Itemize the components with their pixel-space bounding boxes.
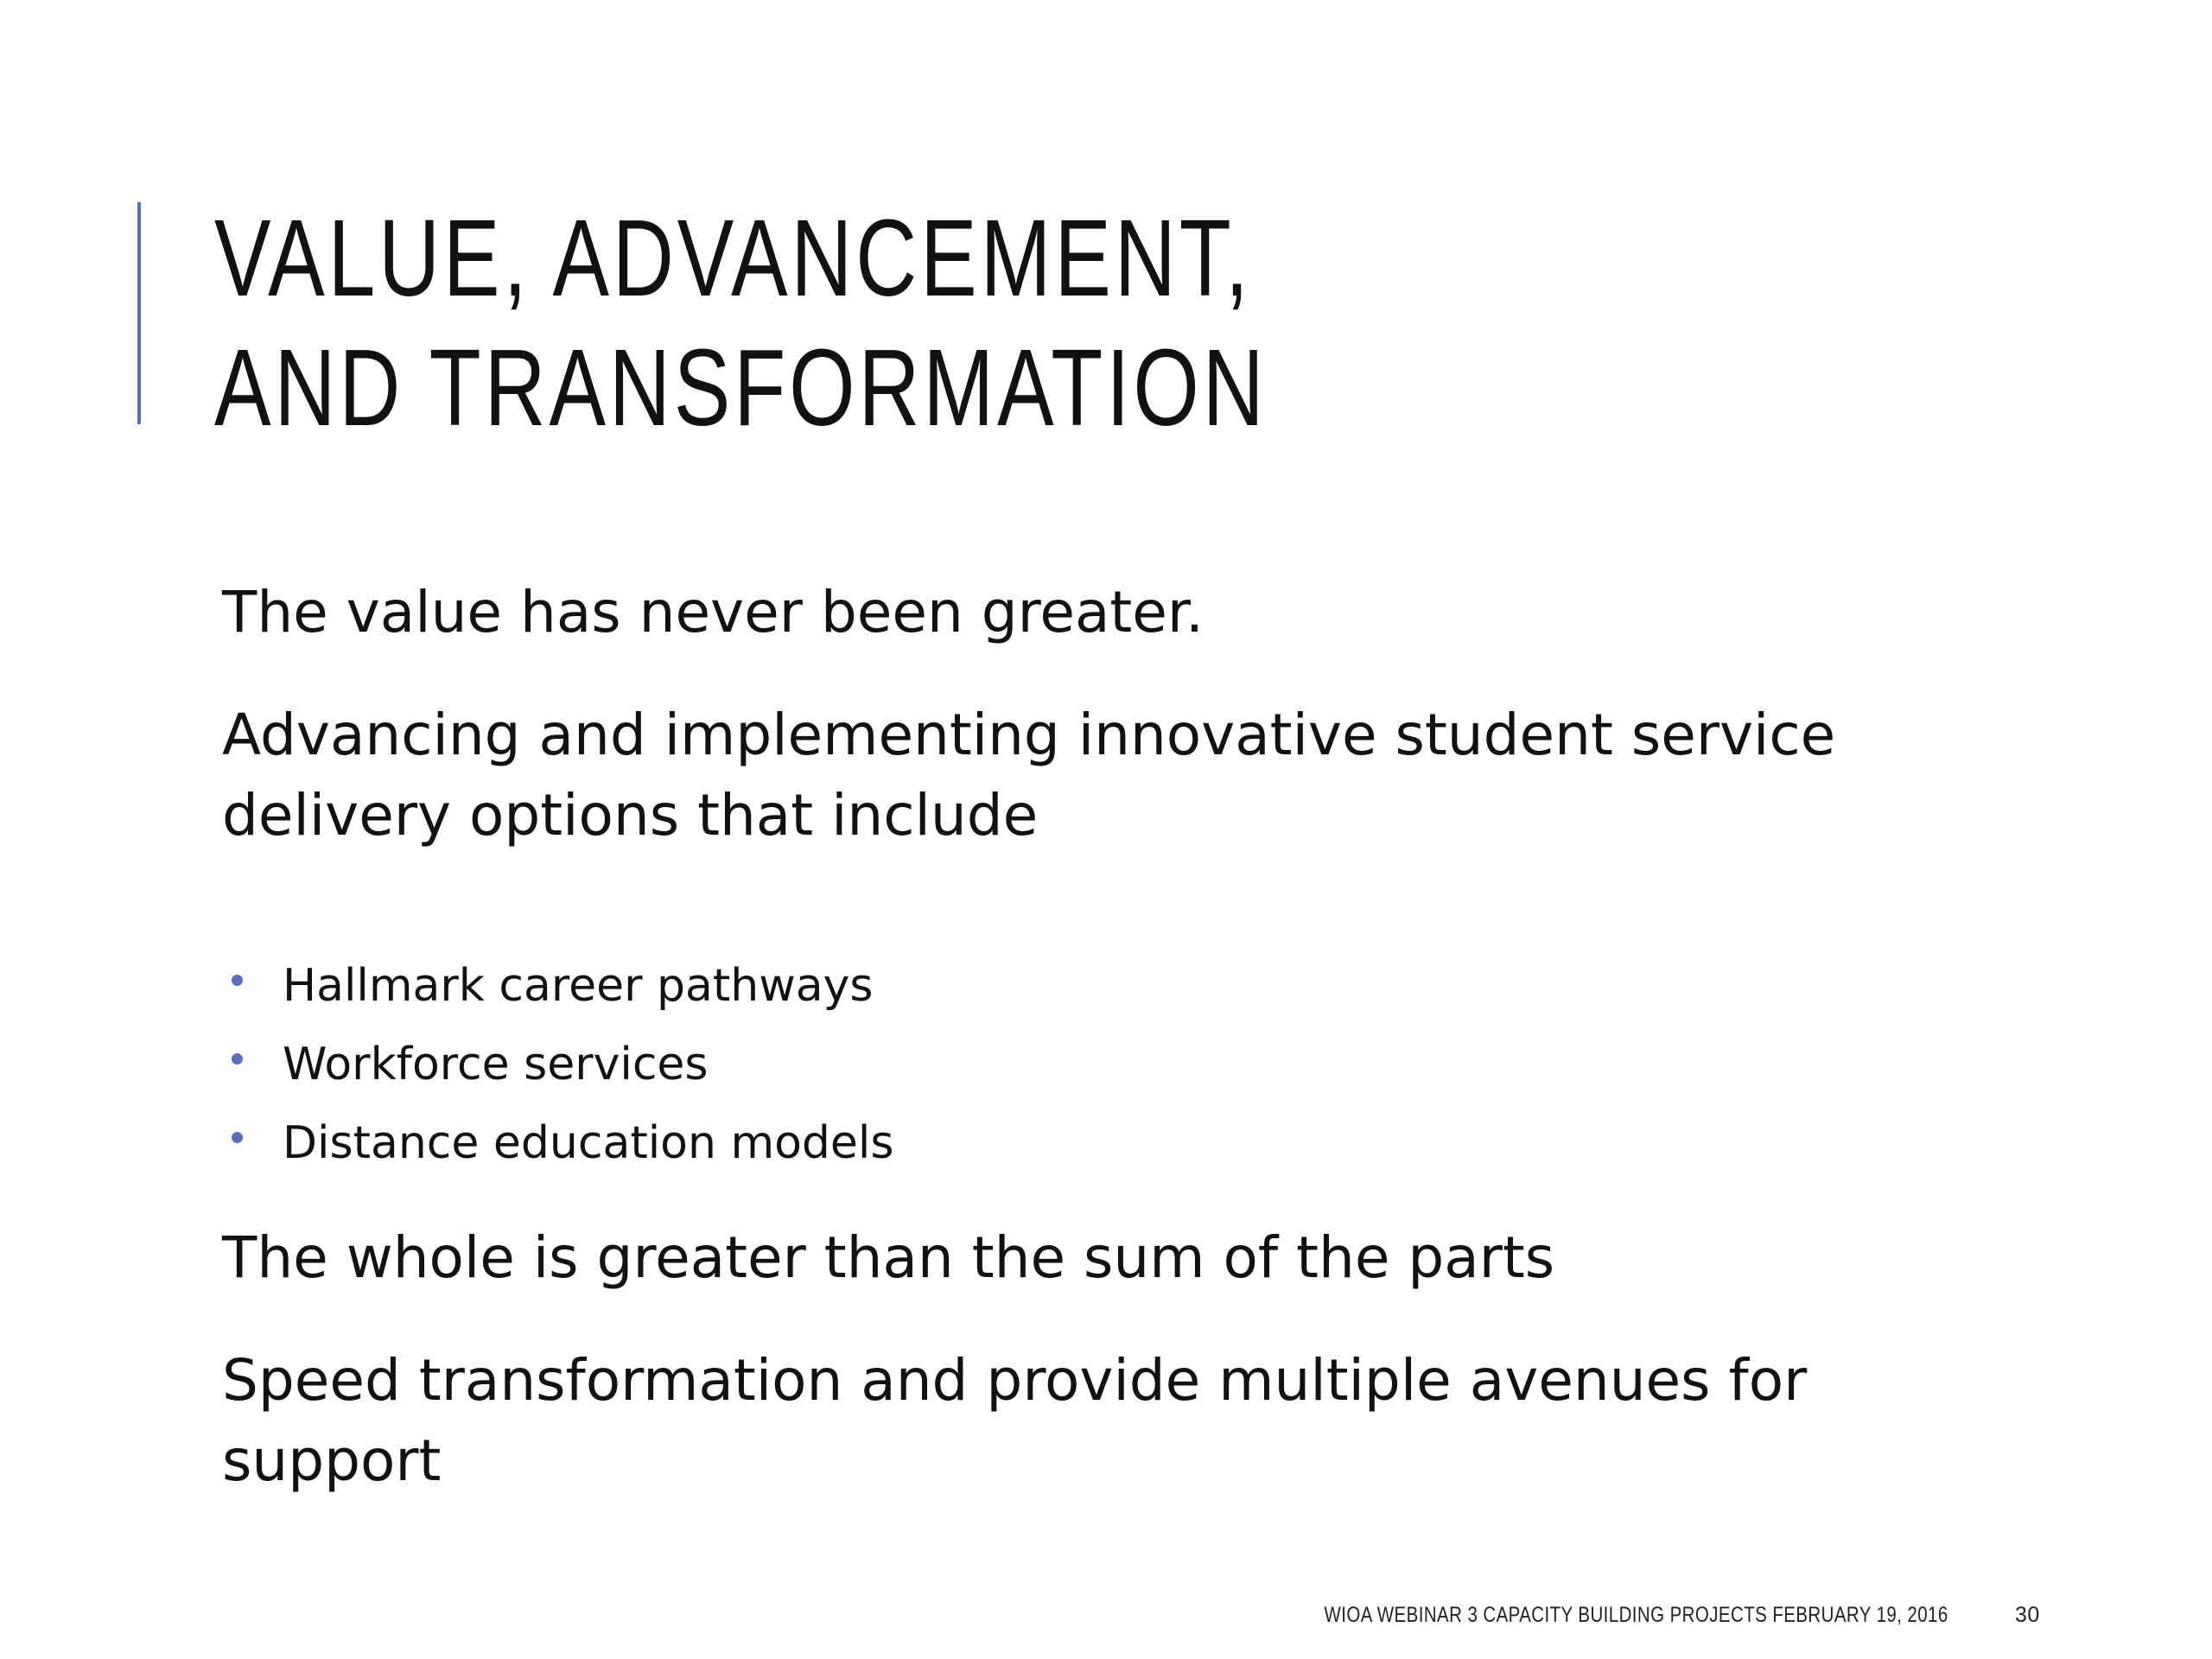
bullet-dot-icon bbox=[232, 975, 243, 986]
slide-footer bbox=[0, 1603, 2212, 1637]
bullet-item bbox=[232, 946, 893, 1025]
body-paragraph-value: The value has never been greater. bbox=[222, 579, 1204, 645]
body-paragraph-speed bbox=[222, 1340, 1807, 1501]
slide-title bbox=[214, 194, 1495, 453]
body-paragraph-advancing-line-1: Advancing and implementing innovative student service bbox=[222, 702, 1836, 768]
bullet-item bbox=[232, 1025, 893, 1103]
body-paragraph-speed-line-1: Speed transformation and provide multiple avenues for bbox=[222, 1347, 1808, 1414]
bullet-item bbox=[232, 1103, 893, 1182]
body-paragraph-speed-line-2: support bbox=[222, 1427, 442, 1494]
bullet-item-label: Hallmark career pathways bbox=[283, 959, 874, 1012]
body-paragraph-whole: The whole is greater than the sum of the parts bbox=[222, 1224, 1555, 1291]
bullet-dot-icon bbox=[232, 1053, 243, 1065]
body-paragraph-advancing bbox=[222, 695, 1835, 855]
bullet-list bbox=[232, 946, 893, 1182]
title-accent-bar bbox=[137, 202, 141, 424]
body-paragraph-advancing-line-2: delivery options that include bbox=[222, 782, 1039, 849]
bullet-dot-icon bbox=[232, 1132, 243, 1143]
footer-text: WIOA WEBINAR 3 CAPACITY BUILDING PROJECTS FEBRUARY 19, 2016 bbox=[1324, 1603, 1948, 1627]
slide-title-line-2: AND TRANSFORMATION bbox=[214, 327, 1268, 448]
slide-title-line-1: VALUE, ADVANCEMENT, bbox=[214, 197, 1252, 319]
page-number: 30 bbox=[2015, 1603, 2040, 1627]
bullet-item-label: Distance education models bbox=[283, 1116, 894, 1169]
bullet-item-label: Workforce services bbox=[283, 1038, 709, 1090]
